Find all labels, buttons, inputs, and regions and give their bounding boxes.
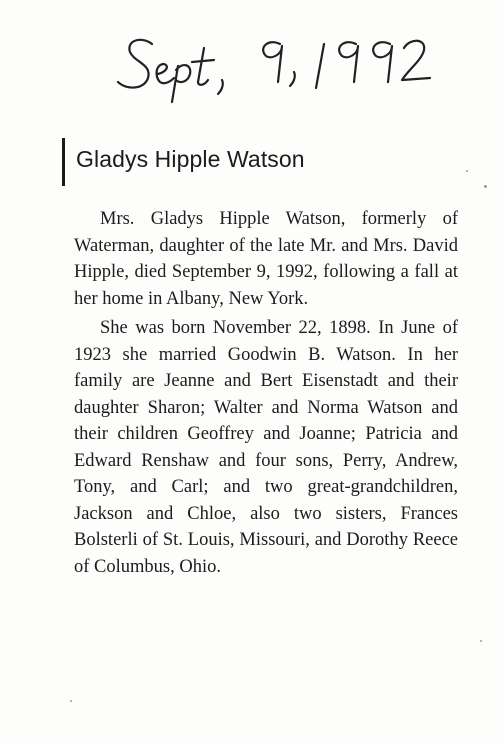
handwritten-date-drawing: [112, 30, 442, 110]
obituary-headline: Gladys Hipple Watson: [76, 146, 305, 172]
scan-speck: [70, 700, 72, 702]
obituary-paragraph-2: She was born November 22, 1898. In June of 1923 she married Goodwin B. Watson. In her family are Jeanne and Bert Eisenstadt and their daughter Sharon; Walter and Norma Watson and their children Geoffrey and Joanne; Patricia and Edward Renshaw and four sons, Perry, Andrew, Tony, and Carl; and two great-grandchildren, Jackson and Chloe, also two sisters, Frances Bolsterli of St. Louis, Missouri, and Dorothy Reece of Columbus, Ohio.: [74, 318, 458, 577]
obituary-paragraph-1: Mrs. Gladys Hipple Watson, formerly of Waterman, daughter of the late Mr. and Mrs. David Hipple, died September 9, 1992, following a fall at her home in Albany, New York.: [74, 209, 458, 309]
headline-rule: [62, 138, 65, 186]
obituary-body: [74, 206, 458, 583]
scan-speck: [480, 640, 482, 642]
scan-speck: [484, 185, 487, 188]
scan-speck: [466, 170, 468, 172]
handwritten-date-annotation: [112, 30, 442, 110]
